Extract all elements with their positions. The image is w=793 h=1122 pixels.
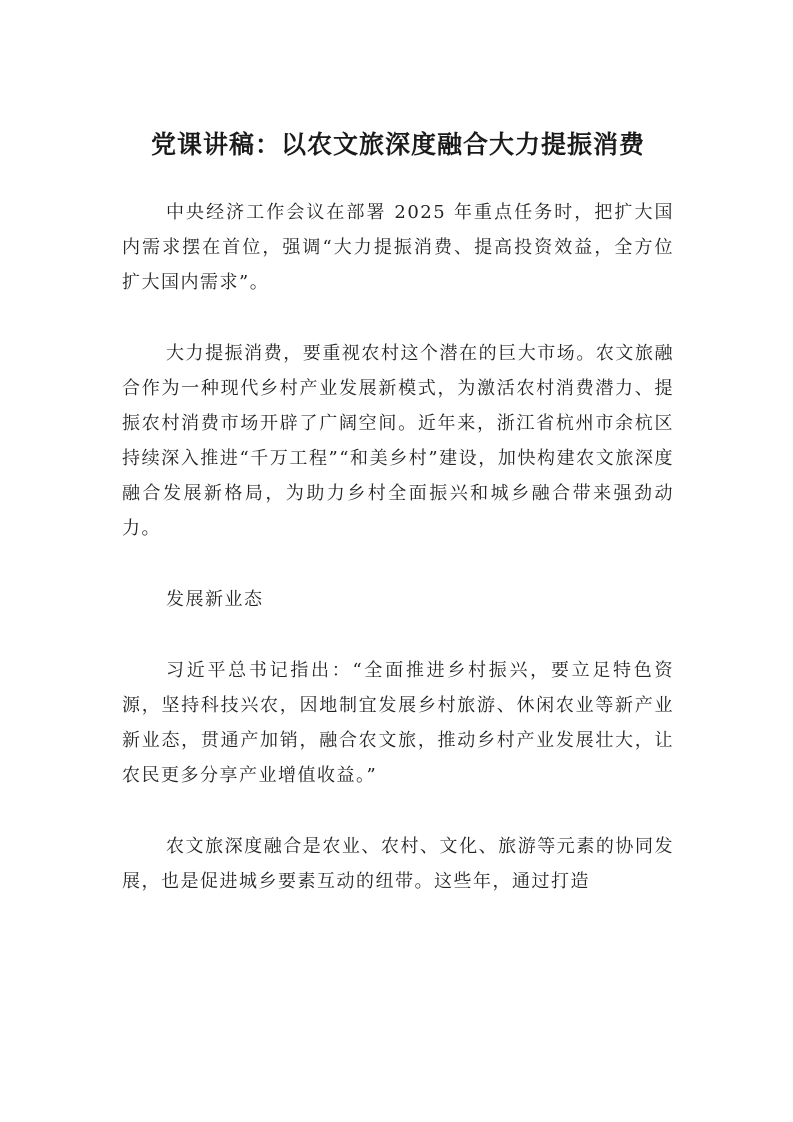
paragraph-demand: 中央经济工作会议在部署 2025 年重点任务时，把扩大国内需求摆在首位，强调“大力提振消费、提高投资效益，全方位扩大国内需求”。 xyxy=(122,202,674,293)
document-title: 党课讲稿：以农文旅深度融合大力提振消费 xyxy=(150,130,645,159)
section-heading: 发展新业态 xyxy=(166,589,264,610)
paragraph-integration: 农文旅深度融合是农业、农村、文化、旅游等元素的协同发展，也是促进城乡要素互动的纽带。这些年，通过打造 xyxy=(122,836,674,892)
document-body xyxy=(122,126,674,899)
paragraph-rural-market: 大力提振消费，要重视农村这个潜在的巨大市场。农文旅融合作为一种现代乡村产业发展新模式，为激活农村消费潜力、提振农村消费市场开辟了广阔空间。近年来，浙江省杭州市余杭区持续深入推进“千万工程”“和美乡村”建设，加快构建农文旅深度融合发展新格局，为助力乡村全面振兴和城乡融合带来强劲动力。 xyxy=(122,343,674,539)
paragraph-quote: 习近平总书记指出：“全面推进乡村振兴，要立足特色资源，坚持科技兴农，因地制宜发展乡村旅游、休闲农业等新产业新业态，贯通产加销，融合农文旅，推动乡村产业发展壮大，让农民更多分享产业增值收益。” xyxy=(122,660,674,786)
